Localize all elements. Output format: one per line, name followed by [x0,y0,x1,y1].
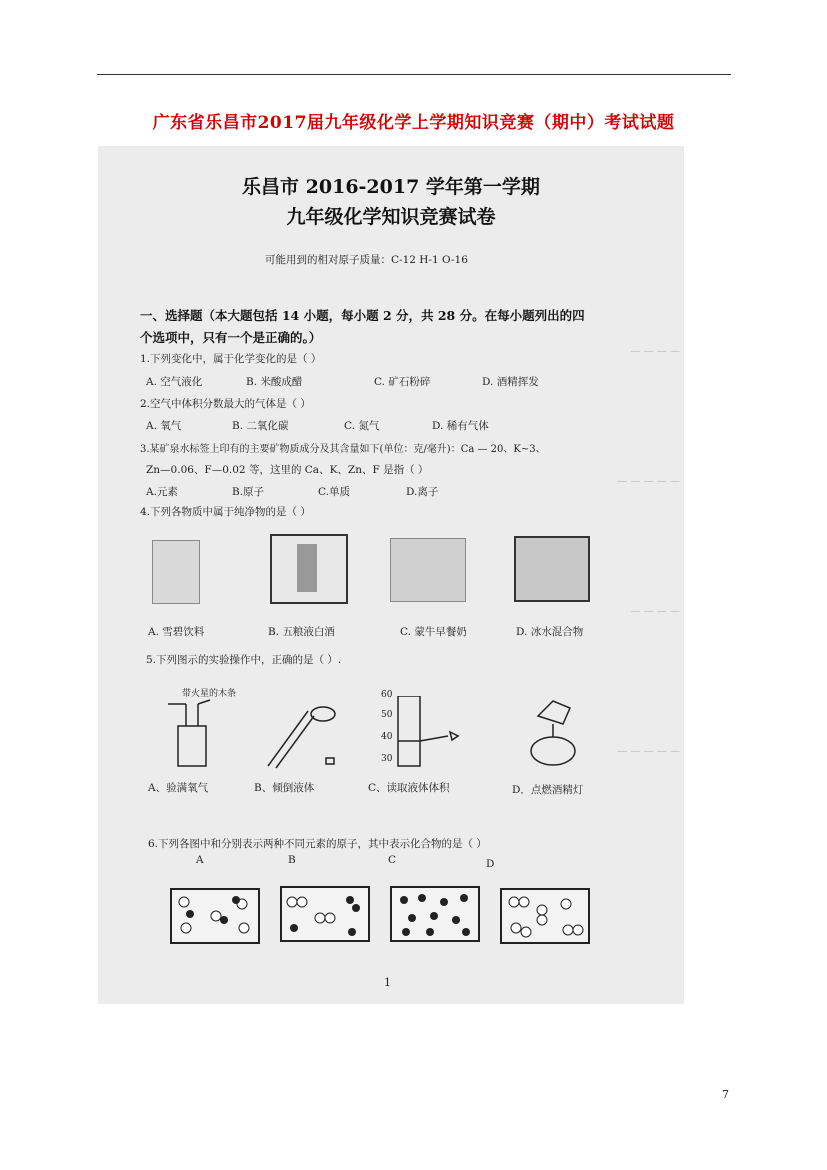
question-3: 3.某矿泉水标签上印有的主要矿物质成分及其含量如下(单位：克/毫升)：Ca — 20、K~3、 [140,444,546,455]
q2-option-a: A. 氧气 [146,420,182,432]
scanned-exam-page: — — — — — — — — — — — — — — — — — — 乐昌市 2016-2017 学年第一学期 九年级化学知识竞赛试卷 可能用到的相对原子质量：C-12 H-1 O-16 一、选择题（本大题包括 14 小题，每小题 2 分，共 28 分。在每小题列出的四 个选项中，只有一个是正确的。） 1.下列变化中，属于化学变化的是（ ） A. 空气液化 B. 米酸成醋 C. 矿石粉碎 D. 酒精挥发 2.空气中体积分数最大的气体是（ ） A. 氧气 B. 二氧化碳 C. 氮气 D. 稀有气体 3.某矿泉水标签上印有的主要矿物质成分及其含量如下(单位：克/毫升)：Ca — 20、K~3、 Zn—0.06、F—0.02 等，这里的 Ca、K、Zn、F 是指（ ） A.元素 B.原子 C.单质 D.离子 4.下列各物质中属于纯净物的是（ ） A. 雪碧饮料 B. 五粮液白酒 C. 蒙牛早餐奶 D. 冰水混合物 5.下列图示的实验操作中，正确的是（ ）. 带火星的木条 60 50 40 30 A、验满氧气 B、倾倒液体 C、读取液体体积 D．点燃酒精灯 6.下列各图中和分别表示两种不同元素的原子，其中表示化合物的是（ ） A B C D 1 [98,146,684,1004]
exam-title: 乐昌市 2016-2017 学年第一学期 [242,176,540,198]
soda-can-image [152,540,200,604]
q6-label-a: A [196,854,204,866]
q4-option-a: A. 雪碧饮料 [148,626,205,638]
q6-label-c: C [388,854,397,866]
q1-option-c: C. 矿石粉碎 [374,376,431,388]
q2-option-c: C. 氮气 [344,420,380,432]
q5-image-caption: 带火星的木条 [182,689,237,699]
atomic-mass-note: 可能用到的相对原子质量：C-12 H-1 O-16 [265,254,468,266]
graduated-cylinder-drawing [398,696,458,766]
q2-option-b: B. 二氧化碳 [232,420,289,432]
ice-water-image [514,536,590,602]
q3-option-b: B.原子 [232,486,265,498]
exam-subtitle: 九年级化学知识竞赛试卷 [286,206,496,228]
q6-atoms-b [282,888,368,940]
milk-carton-image [390,538,466,602]
section-heading-cont: 个选项中，只有一个是正确的。） [140,330,322,345]
question-6: 6.下列各图中和分别表示两种不同元素的原子，其中表示化合物的是（ ） [148,838,487,850]
q6-box-c [390,886,480,942]
question-4: 4.下列各物质中属于纯净物的是（ ） [140,506,311,518]
cylinder-tick-60: 60 [381,690,393,700]
q1-option-b: B. 米酸成醋 [246,376,303,388]
q3-option-d: D.离子 [406,486,439,498]
question-3-cont: Zn—0.06、F—0.02 等，这里的 Ca、K、Zn、F 是指（ ） [146,464,429,476]
q6-box-b [280,886,370,942]
section-heading: 一、选择题（本大题包括 14 小题，每小题 2 分，共 28 分。在每小题列出的四 [140,308,585,323]
gas-bottle-drawing [168,700,210,766]
q6-box-a [170,888,260,944]
q4-option-c: C. 蒙牛早餐奶 [400,626,467,638]
q5-option-a: A、验满氧气 [148,782,209,794]
q3-option-c: C.单质 [318,486,350,498]
alcohol-lamp-drawing [531,701,575,765]
q5-lab-illustrations [158,696,628,776]
q6-atoms-a [172,890,258,942]
cylinder-tick-40: 40 [381,732,393,742]
q2-option-d: D. 稀有气体 [432,420,489,432]
page-number: 7 [722,1088,729,1101]
header-rule [97,74,731,75]
q1-option-d: D. 酒精挥发 [482,376,539,388]
cylinder-tick-50: 50 [381,710,393,720]
question-1: 1.下列变化中，属于化学变化的是（ ） [140,353,322,365]
q5-option-b: B、倾倒液体 [254,782,315,794]
q5-option-d: D．点燃酒精灯 [512,784,584,796]
question-2: 2.空气中体积分数最大的气体是（ ） [140,398,311,410]
q6-atoms-c [392,888,478,940]
question-5: 5.下列图示的实验操作中，正确的是（ ）. [146,654,342,666]
cylinder-tick-30: 30 [381,754,393,764]
q6-atoms-d [502,890,588,942]
q4-option-b: B. 五粮液白酒 [268,626,335,638]
q1-option-a: A. 空气液化 [146,376,203,388]
liquor-box-image [270,534,348,604]
q4-option-d: D. 冰水混合物 [516,626,584,638]
q6-label-d: D [486,858,495,870]
q6-box-d [500,888,590,944]
q6-label-b: B [288,854,296,866]
q5-option-c: C、读取液体体积 [368,782,450,794]
q3-option-a: A.元素 [146,486,178,498]
document-title: 广东省乐昌市2017届九年级化学上学期知识竞赛（期中）考试试题 [152,113,675,133]
exam-page-number: 1 [384,976,391,989]
test-tube-drawing [268,707,335,768]
